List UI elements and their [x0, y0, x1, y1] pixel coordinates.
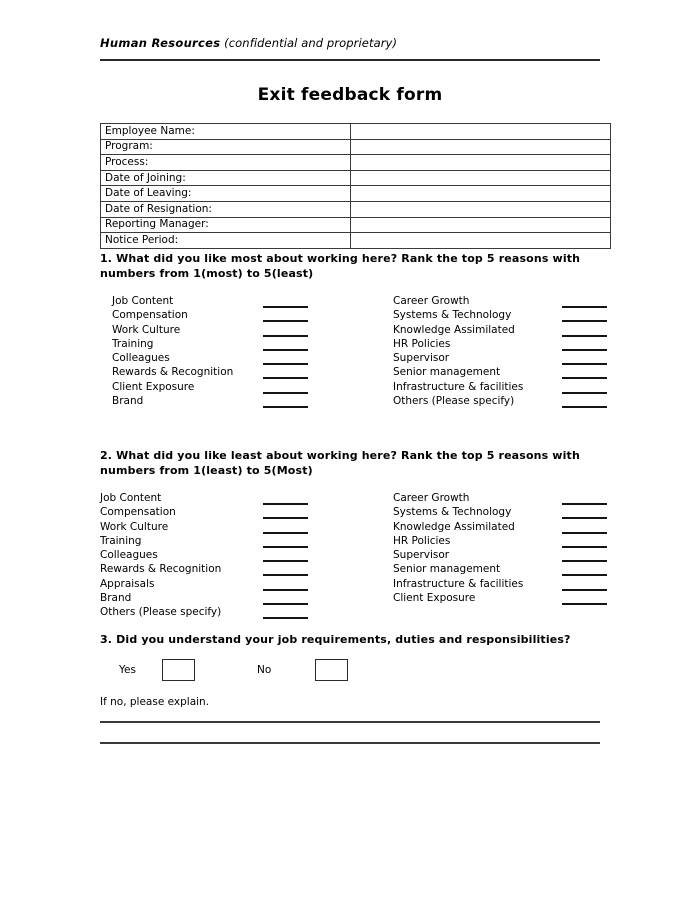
list-item [393, 323, 608, 337]
explain-answer-line-2[interactable] [100, 742, 600, 744]
option-label: Job Content [100, 492, 162, 504]
list-item [112, 294, 322, 308]
info-field-label: Employee Name: [101, 124, 351, 140]
question-3-heading: 3. Did you understand your job requirements, duties and responsibilities? [100, 633, 571, 646]
list-item [112, 380, 322, 394]
list-item [100, 577, 315, 591]
option-label: Career Growth [393, 492, 470, 504]
option-label: Training [100, 534, 142, 547]
page-title: Exit feedback form [257, 85, 443, 105]
option-label: Brand [100, 592, 132, 605]
list-item [393, 505, 608, 519]
header-confidentiality-notice [100, 36, 600, 50]
yes-label: Yes [119, 664, 136, 676]
header-confidential-text: (confidential and proprietary) [220, 36, 398, 50]
option-label: Rewards & Recognition [112, 366, 234, 379]
option-label: Compensation [100, 506, 176, 519]
list-item [393, 365, 608, 379]
employee-info-table [100, 123, 611, 249]
option-label: Senior management [393, 563, 501, 576]
option-label: Work Culture [100, 520, 169, 533]
question-2-right-options [393, 491, 608, 605]
option-label: Client Exposure [393, 592, 476, 605]
no-label: No [257, 664, 272, 676]
explain-prompt: If no, please explain. [100, 696, 210, 708]
question-2-left-options [100, 491, 315, 620]
option-label: Systems & Technology [393, 309, 512, 322]
list-item [393, 351, 608, 365]
list-item [393, 562, 608, 576]
list-item [112, 308, 322, 322]
option-label: Supervisor [393, 352, 450, 365]
question-3-answer-row [100, 658, 605, 684]
rank-input-line[interactable] [263, 406, 308, 408]
list-item [100, 605, 315, 619]
option-label: HR Policies [393, 337, 451, 350]
table-row [101, 217, 611, 233]
option-label: Knowledge Assimilated [393, 323, 515, 336]
list-item [393, 294, 608, 308]
list-item [393, 337, 608, 351]
info-field-label: Program: [101, 139, 351, 155]
header-org-name: Human Resources [100, 36, 221, 50]
list-item [393, 380, 608, 394]
explain-answer-line-1[interactable] [100, 721, 600, 723]
option-label: Job Content [112, 295, 174, 307]
info-field-value[interactable] [351, 186, 611, 202]
list-item [393, 491, 608, 505]
list-item [112, 323, 322, 337]
option-label: Others (Please specify) [393, 395, 515, 408]
rank-input-line[interactable] [562, 603, 607, 605]
info-field-value[interactable] [351, 217, 611, 233]
question-1-heading: 1. What did you like most about working here? Rank the top 5 reasons with numbers from 1(most) to 5(least) [100, 252, 581, 280]
option-label: Career Growth [393, 295, 470, 307]
question-1-left-options [112, 294, 322, 408]
list-item [112, 394, 322, 408]
option-label: Infrastructure & facilities [393, 380, 524, 393]
table-row [101, 186, 611, 202]
info-field-value[interactable] [351, 233, 611, 249]
list-item [100, 520, 315, 534]
option-label: Infrastructure & facilities [393, 577, 524, 590]
list-item [100, 534, 315, 548]
no-checkbox[interactable] [315, 659, 348, 681]
header-divider [100, 59, 600, 61]
info-field-value[interactable] [351, 170, 611, 186]
list-item [100, 591, 315, 605]
info-field-value[interactable] [351, 201, 611, 217]
table-row [101, 124, 611, 140]
option-label: Brand [112, 395, 144, 408]
info-field-label: Process: [101, 155, 351, 171]
option-label: Work Culture [112, 323, 181, 336]
list-item [100, 562, 315, 576]
yes-checkbox[interactable] [162, 659, 195, 681]
option-label: Systems & Technology [393, 506, 512, 519]
list-item [393, 591, 608, 605]
list-item [112, 365, 322, 379]
list-item [100, 491, 315, 505]
option-label: Colleagues [112, 352, 170, 365]
info-field-label: Reporting Manager: [101, 217, 351, 233]
table-row [101, 155, 611, 171]
list-item [393, 520, 608, 534]
table-row [101, 170, 611, 186]
list-item [393, 548, 608, 562]
rank-input-line[interactable] [562, 406, 607, 408]
option-label: Colleagues [100, 549, 158, 562]
option-label: Compensation [112, 309, 188, 322]
option-label: Senior management [393, 366, 501, 379]
option-label: Supervisor [393, 549, 450, 562]
info-field-value[interactable] [351, 124, 611, 140]
option-label: HR Policies [393, 534, 451, 547]
info-field-label: Date of Leaving: [101, 186, 351, 202]
option-label: Rewards & Recognition [100, 563, 222, 576]
info-field-label: Notice Period: [101, 233, 351, 249]
list-item [100, 505, 315, 519]
table-row [101, 233, 611, 249]
table-row [101, 139, 611, 155]
list-item [393, 308, 608, 322]
info-field-value[interactable] [351, 155, 611, 171]
page-header [100, 36, 600, 50]
list-item [393, 534, 608, 548]
list-item [112, 351, 322, 365]
question-1-right-options [393, 294, 608, 408]
info-field-label: Date of Resignation: [101, 201, 351, 217]
option-label: Client Exposure [112, 380, 195, 393]
info-field-value[interactable] [351, 139, 611, 155]
option-label: Others (Please specify) [100, 606, 222, 619]
list-item [112, 337, 322, 351]
rank-input-line[interactable] [263, 617, 308, 619]
option-label: Knowledge Assimilated [393, 520, 515, 533]
question-2-heading: 2. What did you like least about working here? Rank the top 5 reasons with numbers from 1(least) to 5(Most) [100, 449, 580, 477]
list-item [393, 577, 608, 591]
list-item [100, 548, 315, 562]
table-row [101, 201, 611, 217]
option-label: Appraisals [100, 577, 155, 590]
list-item [393, 394, 608, 408]
option-label: Training [112, 337, 154, 350]
info-field-label: Date of Joining: [101, 170, 351, 186]
